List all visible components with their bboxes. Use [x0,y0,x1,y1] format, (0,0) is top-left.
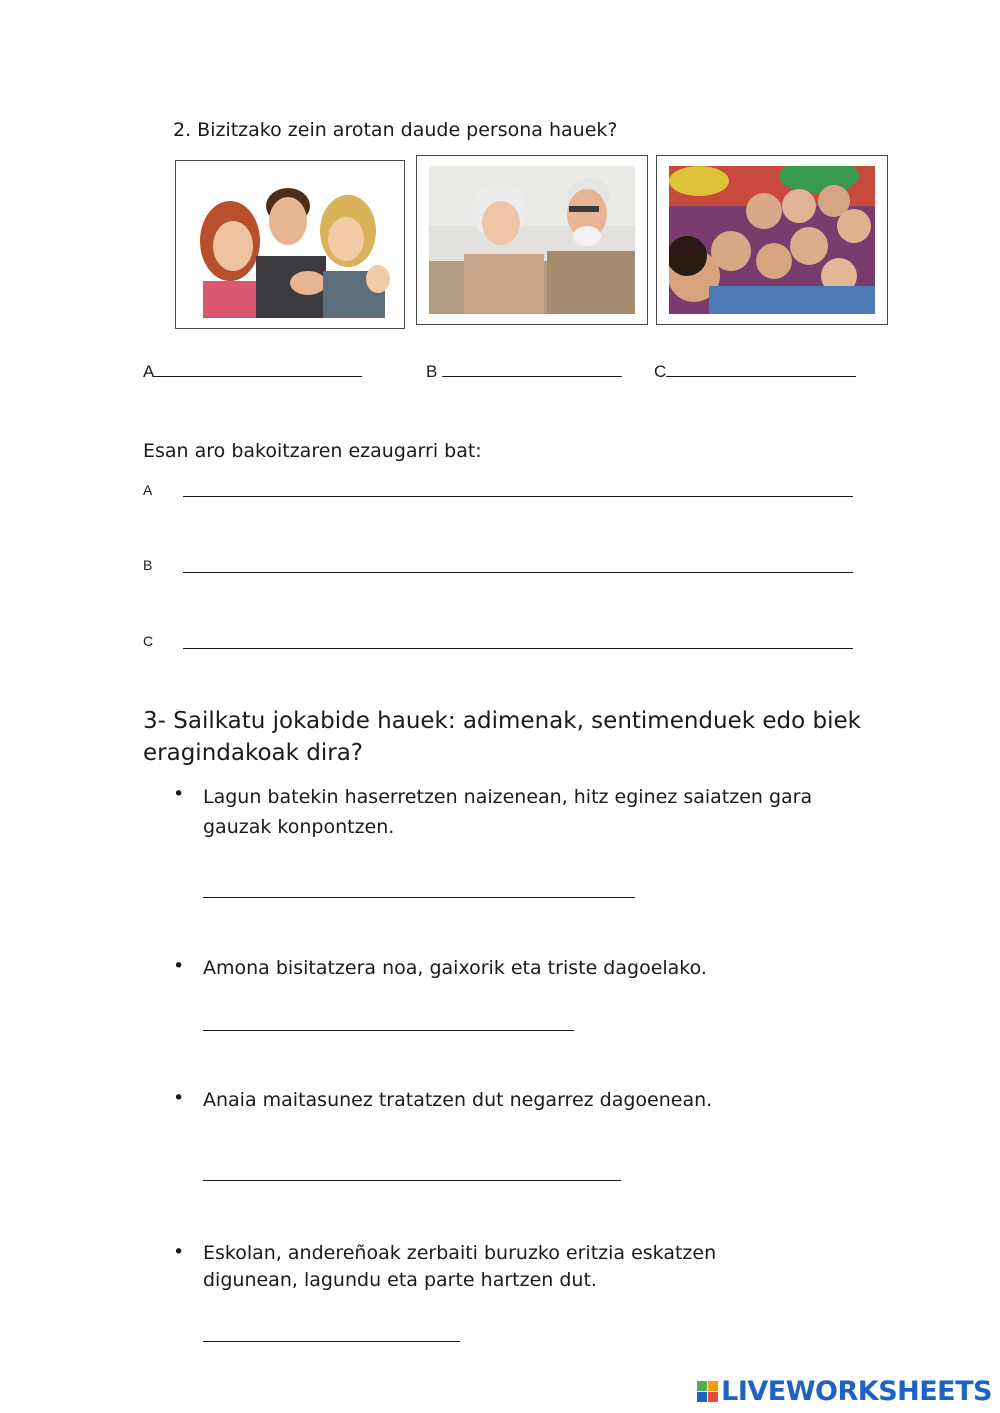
characteristic-letter-b: B [143,557,153,573]
item-3-text: Anaia maitasunez tratatzen dut negarrez dagoenean. [203,1089,713,1111]
photo-teenagers [175,160,405,329]
item-1-text: Lagun batekin haserretzen naizenean, hitz eginez saiatzen gara gauzak konpontzen. [203,786,813,838]
item-2-answer-line[interactable] [203,1030,574,1031]
bullet-4: • [173,1241,185,1263]
logo-grid-icon [697,1381,718,1402]
answer-c-letter: C [654,362,667,381]
answer-a[interactable] [143,362,362,382]
teenagers-image [188,171,392,318]
question-3-title: 3- Sailkatu jokabide hauek: adimenak, sentimenduek edo biek eragindakoak dira? [143,708,861,766]
bullet-1: • [173,783,185,805]
characteristics-prompt: Esan aro bakoitzaren ezaugarri bat: [143,440,482,462]
characteristic-line-c[interactable] [183,648,853,649]
answer-b-letter: B [426,362,438,381]
item-2-text: Amona bisitatzera noa, gaixorik eta triste dagoelako. [203,957,707,979]
liveworksheets-logo [697,1376,992,1407]
item-4-answer-line[interactable] [203,1341,460,1342]
elderly-couple-image [429,166,635,314]
logo-text: LIVEWORKSHEETS [721,1376,992,1407]
answer-c-blank[interactable] [666,362,856,377]
photo-children [656,155,888,325]
question-2-title: 2. Bizitzako zein arotan daude persona hauek? [173,119,618,141]
characteristic-line-a[interactable] [183,496,853,497]
characteristic-letter-c: C [143,633,154,649]
answer-b-blank[interactable] [442,362,622,377]
characteristic-line-b[interactable] [183,572,853,573]
bullet-2: • [173,955,185,977]
answer-b[interactable] [426,362,622,382]
item-1-answer-line[interactable] [203,897,635,898]
item-4-text: Eskolan, andereñoak zerbaiti buruzko eritzia eskatzen digunean, lagundu eta parte hartzen dut. [203,1242,717,1291]
bullet-3: • [173,1087,185,1109]
item-3-answer-line[interactable] [203,1180,621,1181]
answer-a-blank[interactable] [154,362,362,377]
answer-c[interactable] [654,362,856,382]
children-image [669,166,875,314]
answer-a-letter: A [143,362,155,381]
photo-elderly-couple [416,155,648,325]
characteristic-letter-a: A [143,482,153,498]
